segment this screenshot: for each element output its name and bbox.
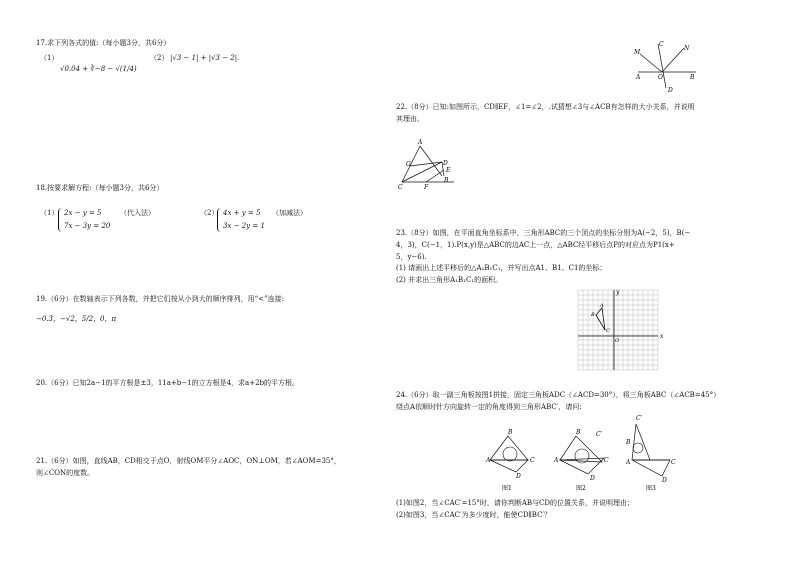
q19-numbers: −0.3̇，−√2，5/2，0，π [36, 315, 117, 323]
fig24-2-label-b: B [576, 429, 581, 436]
q18-part2-brace [217, 208, 222, 232]
fig24-3-label-a: A [626, 459, 631, 466]
fig21-label-n: N [684, 45, 690, 52]
q21-line1: 21.（6分）如图，直线AB，CD相交于点O，射线OM平分∠AOC，ON⊥OM，若∠AOM=35°， [36, 457, 341, 465]
q23-line3: 5，y−6). [396, 253, 427, 261]
fig21-label-a: A [636, 74, 641, 81]
fig24-2-label-d: D [590, 475, 595, 482]
fig22-label-c: C [398, 184, 403, 191]
fig22-label-a: A [418, 139, 423, 146]
q24-sub1: (1)如图2，当∠CAC′=15°时，请你判断AB与CD的位置关系，并说明理由； [396, 499, 635, 507]
q24-line2: 绕点A依顺时针方向旋转一定的角度得到三角形ABC′，请问: [396, 403, 582, 411]
fig24-caption-1: 图1 [502, 485, 512, 492]
fig23-label-o: O [615, 338, 620, 344]
fig21-label-d: D [668, 87, 673, 94]
fig21-label-c: C [659, 41, 664, 48]
fig22-label-d: D [443, 160, 448, 167]
fig24-3-label-b: B [626, 439, 631, 446]
q17-part1-label: （1） [40, 54, 59, 62]
fig24-caption-3: 图3 [646, 485, 656, 492]
q24-sub2: (2)如图3，当∠CAC′为多少度时，能使CD∥BC′？ [396, 511, 552, 519]
fig22-label-f: F [424, 184, 429, 191]
q18-part2-eq1: 4x + y = 5 [223, 209, 261, 217]
q18-part1-brace [58, 208, 63, 232]
q21-line2: 则∠CON的度数。 [36, 469, 95, 477]
q18-part2-method: （加减法） [272, 209, 307, 217]
fig24-2-label-c: C [604, 457, 609, 464]
q18-title: 18.按要求解方程:（每小题3分，共6分） [36, 184, 164, 192]
q23-line1: 23.（8分）如图，在平面直角坐标系中，三角形ABC的三个顶点的坐标分别为A(−2，5)，B(− [396, 229, 691, 237]
fig21-label-o: O [658, 74, 663, 81]
fig24-2-label-a: A [554, 457, 559, 464]
fig23-label-c: C [606, 328, 610, 334]
q18-part1-eq1: 2x − y = 5 [64, 209, 102, 217]
fig24-1-label-a: A [486, 457, 491, 464]
q23-sub1: (1) 请画出上述平移后的△A₁B₁C₁，并写出点A1、B1、C1的坐标； [396, 264, 607, 272]
fig23-label-y: y [616, 289, 620, 296]
q23-sub2: (2) 并求出三角形A₁B₁C₁的面积。 [396, 276, 503, 284]
fig21-label-m: M [634, 49, 641, 56]
fig24-3-label-d: D [662, 477, 667, 484]
q17-part2-expression: |√3 − 1| + |√3 − 2|. [170, 54, 240, 62]
q23-coordinate-grid [578, 290, 668, 370]
q22-line1: 22.（8分）已知:如图所示，CD∥EF，∠1=∠2，.试猜想∠3与∠ACB有怎样的大小关系，并说明 [396, 103, 695, 111]
q17-part1-expression: √0.04 + ∛−8 − √(1/4) [60, 65, 137, 73]
fig24-1-label-c: C [530, 457, 535, 464]
q23-line2: 4，3)，C(−1，1).P(x,y)是△ABC的边AC上一点，△ABC经平移后点P的对应点为P1(x+ [396, 241, 675, 249]
fig23-label-a: A [600, 303, 604, 309]
fig23-label-b: B [591, 312, 595, 318]
q20-title: 20.（6分）已知2a−1的平方根是±3，11a+b−1的立方根是4，求a+2b的平方根。 [36, 379, 300, 387]
fig24-2-label-c2: C′ [596, 431, 602, 438]
q19-title: 19.（6分）在数轴表示下列各数，并把它们按从小到大的顺序排列，用“<”连接: [36, 295, 284, 303]
fig22-label-e: E [446, 167, 451, 174]
q18-part1-method: （代入法） [120, 209, 155, 217]
q21-figure [632, 42, 702, 92]
fig24-caption-2: 图2 [576, 485, 586, 492]
q22-line2: 其理由。 [396, 115, 424, 123]
q17-title: 17.求下列各式的值:（每小题3分，共6分） [36, 39, 171, 47]
fig22-label-b: B [444, 177, 449, 184]
fig24-3-label-c2: C′ [636, 415, 642, 422]
fig24-1-label-d: D [516, 473, 521, 480]
q17-part2-label: （2） [150, 54, 169, 62]
q18-part2-eq2: 3x − 2y = 1 [223, 222, 265, 230]
fig24-3-label-c: C [671, 459, 676, 466]
q18-part2-label: （2） [200, 209, 219, 217]
q18-part1-label: （1） [40, 209, 59, 217]
fig23-label-x: x [660, 333, 664, 340]
q18-part1-eq2: 7x − 3y = 20 [64, 222, 111, 230]
fig22-label-g: G [406, 161, 411, 168]
q22-figure [398, 140, 458, 190]
q24-figure [486, 414, 676, 494]
fig21-label-b: B [690, 74, 695, 81]
fig24-1-label-b: B [508, 429, 513, 436]
q24-line1: 24.（6分）取一副三角板按图1拼接，固定三角板ADC（∠ACD=30°），将三角板ABC（∠ACB=45°） [396, 391, 721, 399]
